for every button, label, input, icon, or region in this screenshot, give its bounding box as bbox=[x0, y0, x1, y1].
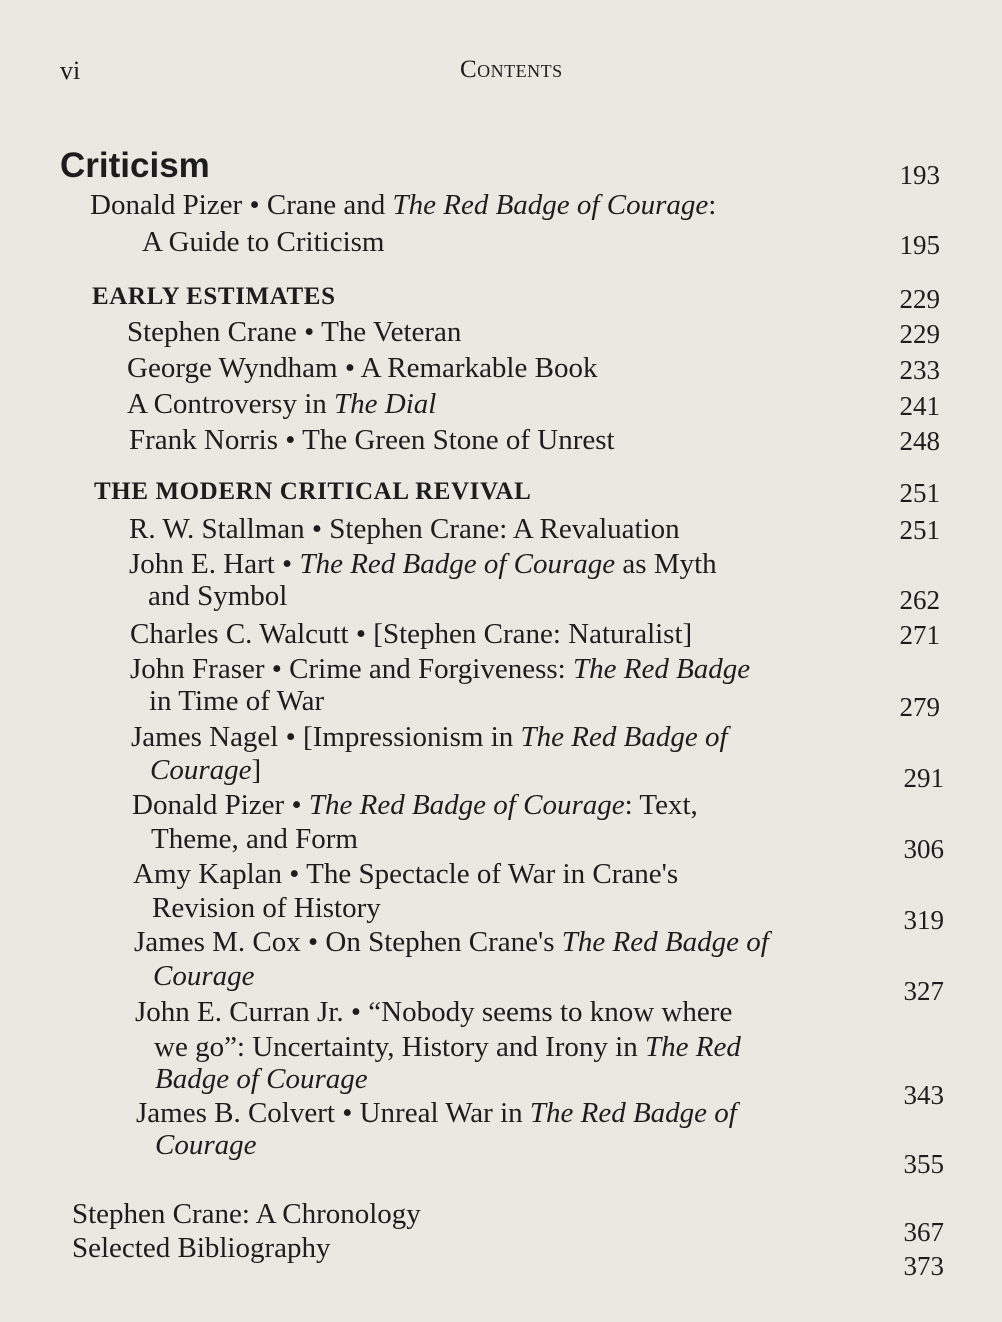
entry-title: A Remarkable Book bbox=[360, 352, 598, 384]
entry-author: R. W. Stallman bbox=[129, 513, 305, 545]
entry-title: [Impressionism in bbox=[303, 721, 521, 753]
entry-author: Amy Kaplan bbox=[133, 858, 282, 890]
bullet: • bbox=[285, 721, 296, 753]
entry-continuation bbox=[150, 753, 261, 787]
entry-continuation: Theme, and Form bbox=[151, 823, 358, 855]
entry-author: Charles C. Walcutt bbox=[130, 618, 349, 650]
entry-author: Frank Norris bbox=[129, 424, 279, 456]
bullet: • bbox=[308, 926, 319, 958]
entry-author: James B. Colvert bbox=[136, 1097, 335, 1129]
page-number: 251 bbox=[899, 478, 940, 508]
entry-author: Donald Pizer bbox=[90, 189, 243, 221]
subsection-heading: EARLY ESTIMATES bbox=[92, 283, 336, 310]
toc-entry bbox=[127, 315, 461, 349]
entry-author: Donald Pizer bbox=[132, 789, 285, 821]
entry-continuation bbox=[154, 1030, 741, 1064]
entry-continuation: Courage bbox=[153, 960, 255, 992]
page-number: 355 bbox=[903, 1149, 944, 1179]
entry-title: The Veteran bbox=[321, 316, 462, 348]
entry-title: we go”: Uncertainty, History and Irony in bbox=[154, 1031, 645, 1063]
toc-entry bbox=[130, 652, 750, 686]
entry-continuation: in Time of War bbox=[149, 685, 325, 717]
bullet: • bbox=[342, 1097, 353, 1129]
entry-title-italic: The Red Badge bbox=[572, 653, 751, 685]
entry-author: John Fraser bbox=[130, 653, 265, 685]
entry-continuation: Revision of History bbox=[152, 892, 381, 924]
bullet: • bbox=[271, 653, 282, 685]
bullet: • bbox=[249, 189, 260, 221]
bullet: • bbox=[304, 316, 315, 348]
bullet: • bbox=[289, 858, 300, 890]
entry-title-italic: The Red Badge of Courage bbox=[392, 189, 709, 221]
entry-author: James Nagel bbox=[131, 721, 279, 753]
entry-title: Stephen Crane: A Revaluation bbox=[329, 513, 680, 545]
toc-entry bbox=[90, 188, 716, 222]
entry-title: ] bbox=[251, 754, 262, 786]
entry-title-italic: The Red Badge of Courage bbox=[299, 548, 616, 580]
entry-author: John E. Curran Jr. bbox=[135, 996, 344, 1028]
backmatter-entry: Selected Bibliography bbox=[72, 1232, 331, 1264]
bullet: • bbox=[291, 789, 302, 821]
toc-entry bbox=[136, 1096, 737, 1130]
page-number: 195 bbox=[899, 230, 940, 260]
page-number: 241 bbox=[899, 391, 940, 421]
page-number: 373 bbox=[903, 1251, 944, 1281]
page-number: 229 bbox=[899, 319, 940, 349]
bullet: • bbox=[311, 513, 323, 545]
toc-entry bbox=[130, 617, 692, 651]
entry-title-italic: The Red Badge of Courage bbox=[308, 789, 625, 821]
backmatter-entry: Stephen Crane: A Chronology bbox=[72, 1198, 421, 1230]
page-number: 327 bbox=[903, 976, 944, 1006]
entry-author: John E. Hart bbox=[129, 548, 275, 580]
page-folio: vi bbox=[60, 56, 81, 85]
page-number: 229 bbox=[899, 284, 940, 314]
entry-title: : bbox=[708, 189, 717, 221]
page-number: 367 bbox=[903, 1217, 944, 1247]
entry-continuation: and Symbol bbox=[148, 580, 288, 612]
toc-entry bbox=[127, 387, 436, 421]
toc-entry bbox=[134, 925, 769, 959]
subsection-heading: THE MODERN CRITICAL REVIVAL bbox=[94, 478, 532, 505]
bullet: • bbox=[285, 424, 296, 456]
entry-title: “Nobody seems to know where bbox=[368, 996, 733, 1028]
entry-continuation: Badge of Courage bbox=[155, 1063, 368, 1095]
page-number: 262 bbox=[899, 585, 940, 615]
entry-title: Crime and Forgiveness: bbox=[289, 653, 573, 685]
bullet: • bbox=[350, 996, 362, 1028]
entry-title-italic: The Dial bbox=[334, 388, 437, 420]
page-number: 319 bbox=[903, 905, 944, 935]
page-number: 248 bbox=[899, 426, 940, 456]
entry-title-italic: The Red Badge of bbox=[561, 926, 769, 958]
page-number: 291 bbox=[903, 763, 944, 793]
toc-entry bbox=[135, 995, 732, 1029]
entry-title-italic: The Red Badge of bbox=[529, 1097, 737, 1129]
entry-author: George Wyndham bbox=[127, 352, 338, 384]
page-number: 271 bbox=[899, 620, 940, 650]
toc-entry bbox=[129, 547, 717, 581]
entry-title-italic: The Red Badge of bbox=[520, 721, 728, 753]
bullet: • bbox=[282, 548, 293, 580]
page-number: 306 bbox=[903, 834, 944, 864]
bullet: • bbox=[344, 352, 356, 384]
page-number: 193 bbox=[899, 160, 940, 190]
page-number: 343 bbox=[903, 1080, 944, 1110]
bullet: • bbox=[355, 618, 367, 650]
entry-title: A Controversy in bbox=[127, 388, 335, 420]
entry-title-italic: The Red bbox=[645, 1031, 741, 1063]
entry-title: : Text, bbox=[624, 789, 698, 821]
entry-title: Unreal War in bbox=[359, 1097, 530, 1129]
entry-author: Stephen Crane bbox=[127, 316, 297, 348]
toc-entry bbox=[127, 351, 597, 385]
entry-title: The Spectacle of War in Crane's bbox=[306, 858, 679, 890]
running-head: Contents bbox=[460, 56, 563, 83]
page-number: 233 bbox=[899, 355, 940, 385]
entry-author: James M. Cox bbox=[134, 926, 301, 958]
toc-entry bbox=[131, 720, 728, 754]
entry-title: Crane and bbox=[266, 189, 393, 221]
toc-entry bbox=[132, 788, 698, 822]
page-number: 251 bbox=[899, 515, 940, 545]
entry-title: On Stephen Crane's bbox=[325, 926, 562, 958]
entry-continuation: Courage bbox=[155, 1129, 257, 1161]
toc-entry bbox=[129, 423, 615, 457]
entry-continuation: A Guide to Criticism bbox=[142, 226, 385, 258]
entry-title-italic: Courage bbox=[150, 754, 252, 786]
page-number: 279 bbox=[899, 692, 940, 722]
entry-title: as Myth bbox=[615, 548, 717, 580]
entry-title: The Green Stone of Unrest bbox=[302, 424, 615, 456]
entry-title: [Stephen Crane: Naturalist] bbox=[373, 618, 693, 650]
toc-entry bbox=[133, 857, 678, 891]
section-title: Criticism bbox=[60, 146, 210, 185]
toc-entry bbox=[129, 512, 680, 546]
